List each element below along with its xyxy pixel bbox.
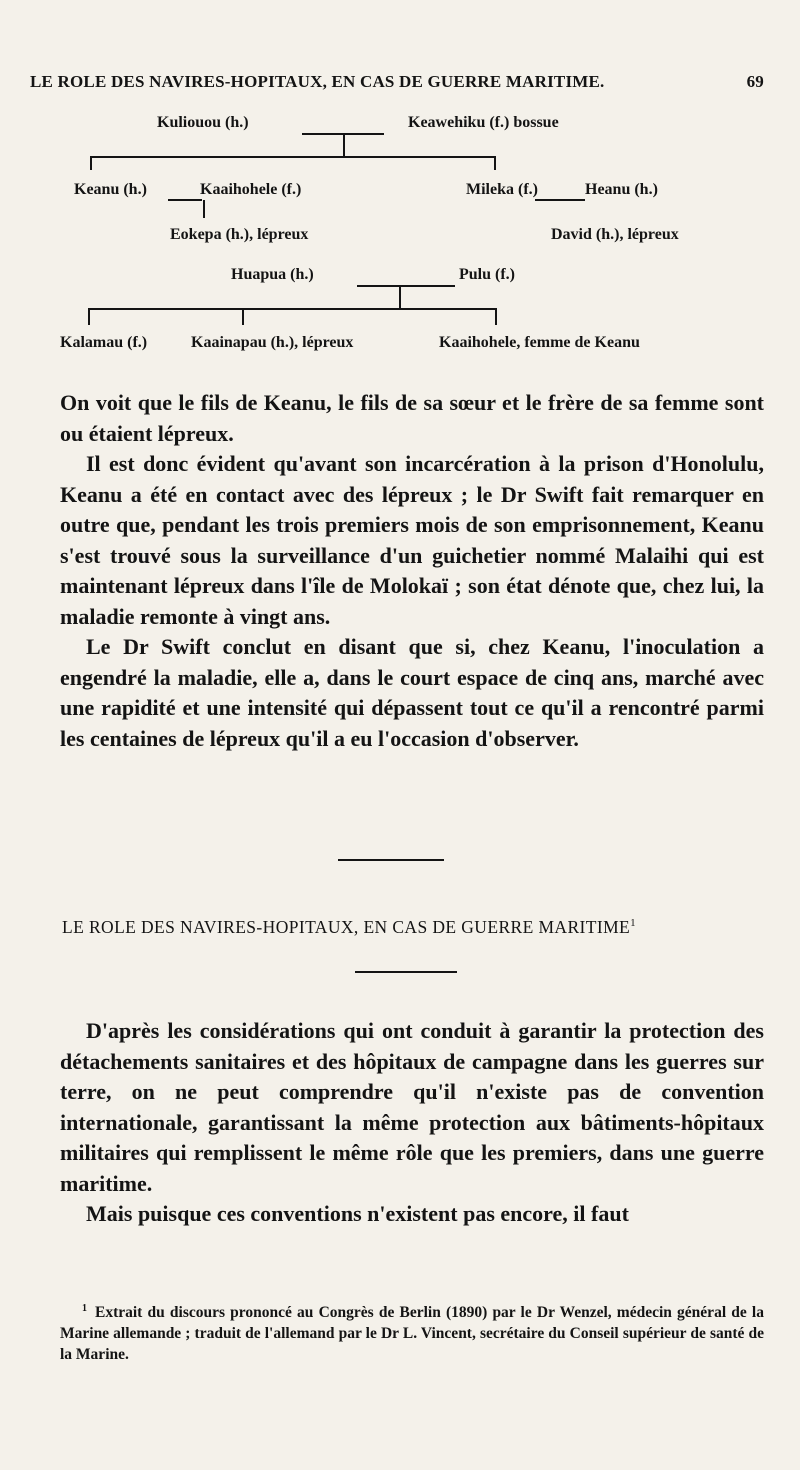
gen-line-drop-kalamau: [88, 308, 90, 325]
gen-line-drop-kaainapau: [242, 308, 244, 325]
paragraph: Mais puisque ces conventions n'existent pas encore, il faut: [86, 1201, 629, 1226]
gen-kaainapau: Kaainapau (h.), lépreux: [191, 334, 354, 351]
section-title-text: LE ROLE DES NAVIRES-HOPITAUX, EN CAS DE GUERRE MARITIME: [62, 917, 631, 937]
gen-kalamau: Kalamau (f.): [60, 334, 148, 351]
gen-line-drop-mileka: [494, 156, 496, 170]
gen-huapua: Huapua (h.): [231, 266, 314, 283]
gen-line-descent-2: [399, 286, 401, 308]
paragraph: On voit que le fils de Keanu, le fils de sa sœur et le frère de sa femme sont ou étaient lépreux.: [60, 390, 764, 446]
paragraph: D'après les considérations qui ont conduit à garantir la protection des détachements sanitaires et des hôpitaux de campagne dans les guerres sur terre, on ne peut comprendre qu'il n'existe pas de convention internationale, garantissant la même protection aux bâtiments-hôpitaux militaires qui remplissent le même rôle que les premiers, dans une guerre maritime.: [60, 1018, 764, 1196]
section-title-rule: [355, 971, 457, 973]
gen-pulu: Pulu (f.): [459, 266, 515, 283]
gen-kuliouou: Kuliouou (h.): [157, 114, 249, 131]
gen-mileka: Mileka (f.): [466, 181, 538, 198]
gen-line-marriage-2: [168, 199, 202, 201]
running-head: [30, 72, 770, 92]
gen-keanu: Keanu (h.): [74, 181, 147, 198]
running-head-title: LE ROLE DES NAVIRES-HOPITAUX, EN CAS DE GUERRE MARITIME.: [30, 72, 605, 91]
gen-line-siblings-1: [90, 156, 495, 158]
gen-line-descent-1: [343, 134, 345, 156]
gen-kaaihohele-2: Kaaihohele, femme de Keanu: [439, 334, 640, 351]
section-separator: [338, 859, 444, 861]
section-footnote-mark: 1: [630, 917, 637, 930]
gen-kaaihohele-1: Kaaihohele (f.): [200, 181, 302, 198]
section-title: [62, 917, 762, 938]
body-text-section: [60, 1016, 764, 1230]
gen-keawehiku: Keawehiku (f.) bossue: [408, 114, 559, 131]
gen-line-drop-eokepa: [203, 200, 205, 218]
gen-line-marriage-3: [535, 199, 585, 201]
gen-david: David (h.), lépreux: [551, 226, 679, 243]
gen-heanu: Heanu (h.): [585, 181, 658, 198]
paragraph: Le Dr Swift conclut en disant que si, chez Keanu, l'inoculation a engendré la maladie, elle a, dans le court espace de cinq ans, marché avec une rapidité et une intensité qui dépassent tout ce qu'il a rencontré parmi les centaines de lépreux qu'il a eu l'occasion d'observer.: [60, 634, 764, 751]
paragraph: Il est donc évident qu'avant son incarcération à la prison d'Honolulu, Keanu a été en contact avec des lépreux ; le Dr Swift fait remarquer en outre que, pendant les trois premiers mois de son emprisonnement, Keanu s'est trouvé sous la surveillance d'un guichetier nommé Malaihi qui est maintenant lépreux dans l'île de Molokaï ; son état dénote que, chez lui, la maladie remonte à vingt ans.: [60, 451, 764, 629]
body-text-top: [60, 388, 764, 754]
gen-line-siblings-2: [88, 308, 496, 310]
gen-line-marriage-4: [357, 285, 455, 287]
footnote-text: Extrait du discours prononcé au Congrès de Berlin (1890) par le Dr Wenzel, médecin général de la Marine allemande ; traduit de l'allemand par le Dr L. Vincent, secrétaire du Conseil supérieur de santé de la Marine.: [60, 1304, 764, 1364]
gen-line-drop-keanu: [90, 156, 92, 170]
gen-eokepa: Eokepa (h.), lépreux: [170, 226, 309, 243]
page-number: 69: [746, 72, 764, 91]
footnote: [60, 1298, 764, 1365]
footnote-mark: 1: [82, 1303, 87, 1314]
gen-line-drop-kaaihohele-2: [495, 308, 497, 325]
